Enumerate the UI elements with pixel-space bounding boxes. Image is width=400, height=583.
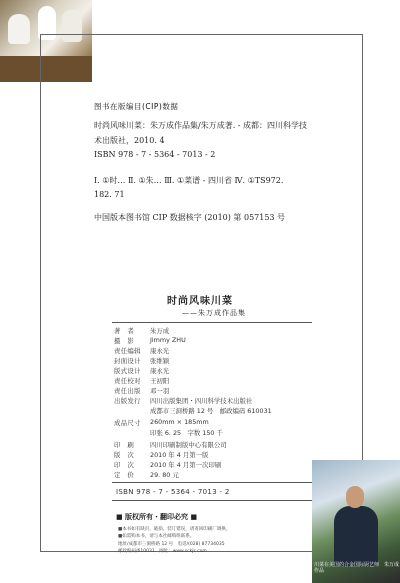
divider bbox=[112, 322, 312, 323]
credit-value: Jimmy ZHU bbox=[150, 336, 186, 344]
credit-label: 印 刷 bbox=[114, 441, 135, 449]
isbn-footer: ISBN 978 - 7 - 5364 - 7013 - 2 bbox=[116, 488, 230, 496]
credit-value: 张维颖 bbox=[150, 357, 170, 365]
publisher-address: 成都市三洞桥路 12 号 邮政编码 610031 bbox=[150, 407, 272, 415]
trim-size: 260mm × 185mm bbox=[150, 418, 209, 426]
cip-number: 中国版本图书馆 CIP 数据核字 (2010) 第 057153 号 bbox=[94, 213, 286, 222]
credit-label: 版 次 bbox=[114, 451, 135, 459]
cip-line: 时尚风味川菜：朱万成作品集/朱万成著. - 成都：四川科学技 bbox=[94, 121, 308, 130]
cip-line: Ⅰ. ①时… Ⅱ. ①朱… Ⅲ. ①菜谱 - 四川省 Ⅳ. ①TS972. bbox=[94, 176, 284, 185]
book-title: 时尚风味川菜 bbox=[167, 296, 233, 307]
publisher: 四川出版集团・四川科学技术出版社 bbox=[150, 397, 253, 405]
credit-value: 朱万成 bbox=[150, 327, 170, 335]
footer-note: ■本书如有缺页、破损、装订错误，请寄回印刷厂调换。 bbox=[118, 527, 231, 532]
credit-label: 摄 影 bbox=[114, 337, 135, 345]
credit-label: 责任出版 bbox=[114, 387, 141, 395]
credit-label: 定 价 bbox=[114, 471, 135, 479]
author-photo bbox=[312, 460, 400, 583]
cip-isbn: ISBN 978 - 7 - 5364 - 7013 - 2 bbox=[94, 150, 216, 159]
footer-address: 地址/成都市三洞桥路 12 号 电话/(028) 87734035 bbox=[118, 542, 225, 547]
chef-figure bbox=[8, 14, 30, 44]
book-subtitle: ——朱万成作品集 bbox=[182, 309, 246, 317]
credit-label: 著 者 bbox=[114, 327, 135, 335]
footer-note: ■如需购本书，请与本社邮购组联系。 bbox=[118, 534, 195, 539]
edition: 2010 年 4 月第一版 bbox=[150, 451, 209, 459]
credit-label: 成品尺寸 bbox=[114, 419, 141, 427]
cip-line: 术出版社，2010. 4 bbox=[94, 136, 165, 145]
credit-label: 责任编辑 bbox=[114, 347, 141, 355]
credit-label: 版式设计 bbox=[114, 367, 141, 375]
price: 29. 80 元 bbox=[150, 471, 179, 479]
credit-label: 印 次 bbox=[114, 461, 135, 469]
credit-label: 责任校对 bbox=[114, 377, 141, 385]
credit-value: 王初阳 bbox=[150, 377, 170, 385]
cip-line: 182. 71 bbox=[94, 190, 125, 199]
credit-value: 邓一羽 bbox=[150, 387, 170, 395]
divider bbox=[112, 500, 312, 501]
credit-value: 康永光 bbox=[150, 367, 170, 375]
photo-caption: 川菜在美国的合金国际厨艺师 朱万成作品 bbox=[314, 562, 400, 574]
printing: 2010 年 4 月第一次印刷 bbox=[150, 461, 222, 469]
rights-notice: ■ 版权所有・翻印必究 ■ bbox=[116, 513, 198, 521]
divider bbox=[112, 482, 312, 483]
author-head bbox=[346, 486, 364, 508]
cip-header: 图书在版编目(CIP)数据 bbox=[94, 102, 179, 111]
credit-value: 康永光 bbox=[150, 347, 170, 355]
author-figure bbox=[334, 506, 378, 566]
credit-label: 出版发行 bbox=[114, 397, 141, 405]
credit-label: 封面设计 bbox=[114, 357, 141, 365]
print-sheets: 印张 6. 25 字数 150 千 bbox=[150, 429, 223, 437]
printer: 四川印刷制版中心有限公司 bbox=[150, 441, 227, 449]
footer-website: 邮政编码/610031 网址：www.sckjs.com bbox=[118, 549, 207, 554]
